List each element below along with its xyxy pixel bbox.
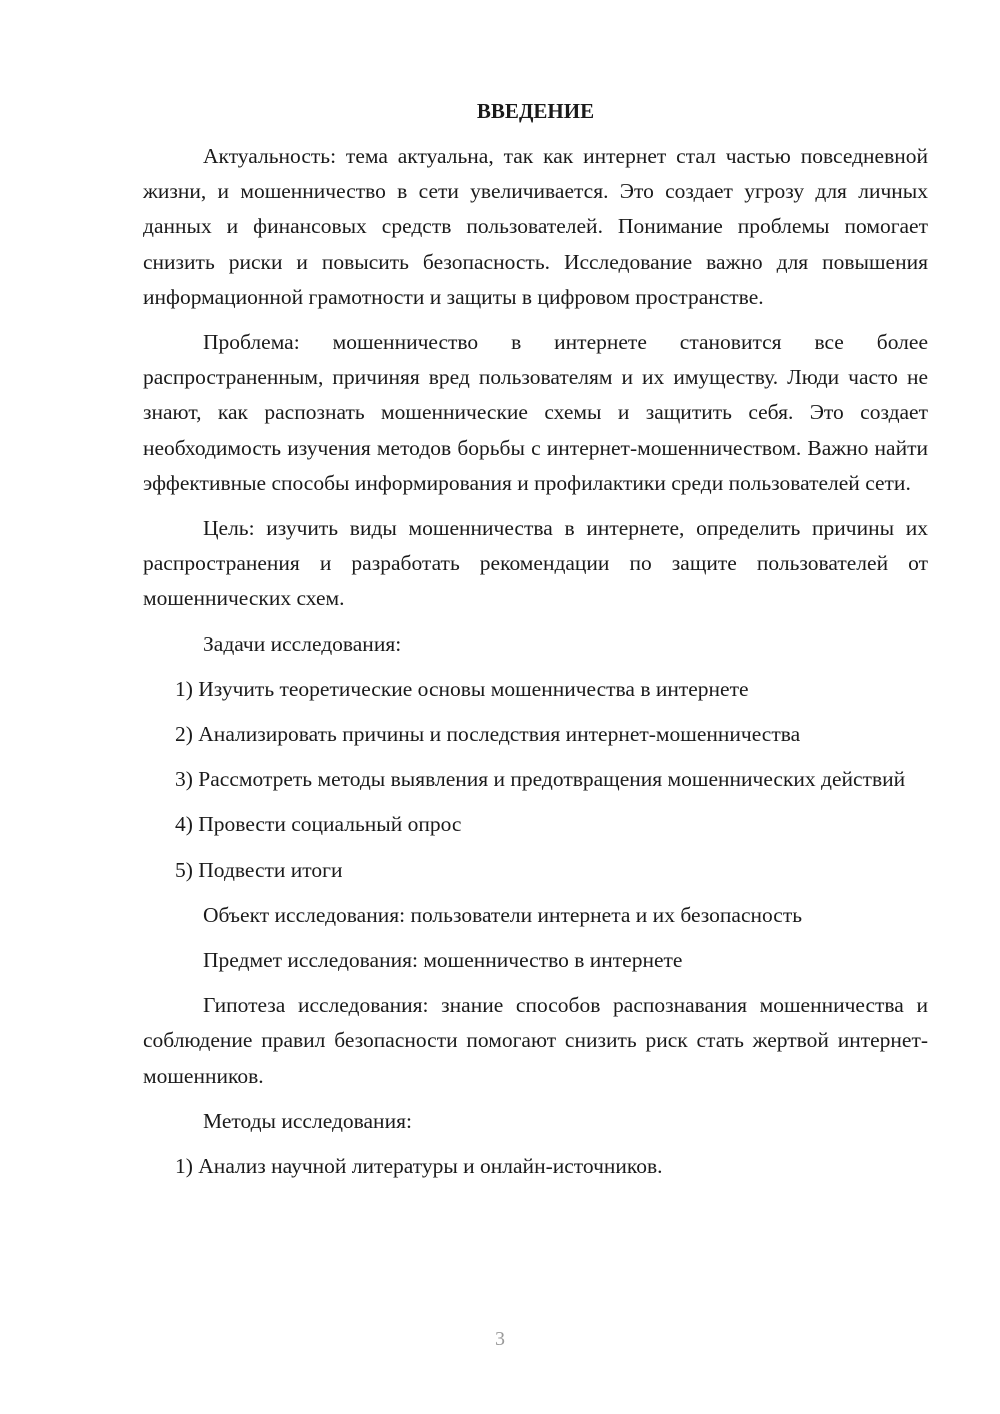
subject-paragraph: Предмет исследования: мошенничество в интернете bbox=[203, 948, 683, 973]
document-body bbox=[143, 94, 928, 1194]
task-item: 5) Подвести итоги bbox=[175, 857, 343, 882]
object-paragraph: Объект исследования: пользователи интернета и их безопасность bbox=[203, 902, 803, 927]
task-item: 3) Рассмотреть методы выявления и предотвращения мошеннических действий bbox=[175, 767, 906, 792]
task-item: 1) Изучить теоретические основы мошенничества в интернете bbox=[175, 676, 749, 701]
section-title: ВВЕДЕНИЕ bbox=[476, 99, 595, 123]
hypothesis-paragraph: Гипотеза исследования: знание способов распознавания мошенничества и соблюдение правил безопасности помогают снизить риск стать жертвой интернет-мошенников. bbox=[143, 993, 928, 1088]
page-number: 3 bbox=[495, 1328, 505, 1350]
tasks-heading: Задачи исследования: bbox=[203, 631, 402, 656]
relevance-paragraph: Актуальность: тема актуальна, так как интернет стал частью повседневной жизни, и мошенничество в сети увеличивается. Это создает угрозу для личных данных и финансовых средств пользователей. Понимание проблемы помогает снизить риски и повысить безопасность. Исследование важно для повышения информационной грамотности и защиты в цифровом пространстве. bbox=[143, 144, 928, 309]
task-item: 2) Анализировать причины и последствия интернет-мошенничества bbox=[175, 722, 801, 747]
methods-heading: Методы исследования: bbox=[203, 1108, 412, 1133]
task-item: 4) Провести социальный опрос bbox=[175, 812, 462, 837]
goal-paragraph: Цель: изучить виды мошенничества в интернете, определить причины их распространения и разработать рекомендации по защите пользователей от мошеннических схем. bbox=[143, 516, 928, 611]
problem-paragraph: Проблема: мошенничество в интернете становится все более распространенным, причиняя вред пользователям и их имуществу. Люди часто не знают, как распознать мошеннические схемы и защитить себя. Это создает необходимость изучения методов борьбы с интернет-мошенничеством. Важно найти эффективные способы информирования и профилактики среди пользователей сети. bbox=[143, 330, 928, 495]
method-item: 1) Анализ научной литературы и онлайн-источников. bbox=[175, 1154, 663, 1179]
